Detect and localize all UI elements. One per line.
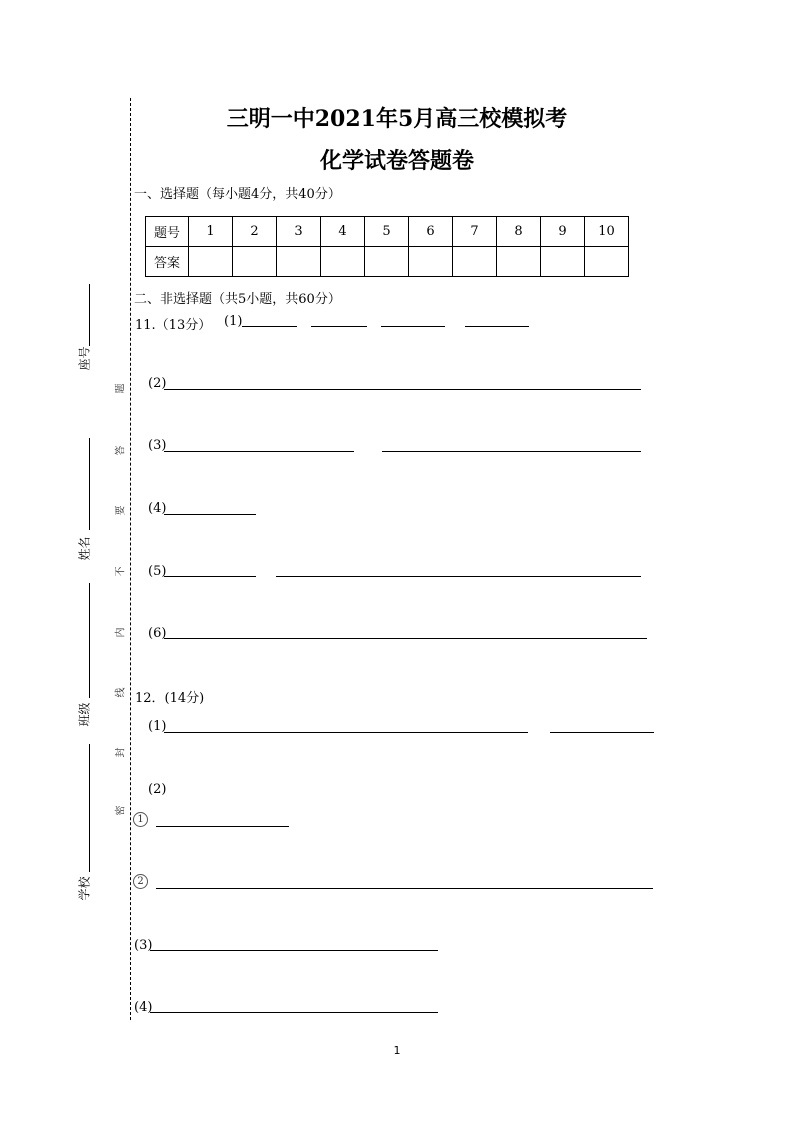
exam-subtitle: 化学试卷答题卷 — [319, 148, 474, 174]
question-number: 1 — [189, 217, 233, 247]
q12-1-blank-a[interactable] — [164, 732, 528, 733]
seal-char-3: 要 — [115, 505, 127, 516]
question-number: 8 — [497, 217, 541, 247]
section1-heading: 一、选择题（每小题4分，共40分） — [134, 187, 341, 202]
school-label: 学校 — [77, 876, 92, 901]
q12-2-sub2-blank[interactable] — [156, 888, 653, 889]
q11-1-blank-b[interactable] — [311, 326, 367, 327]
seal-char-2: 答 — [115, 445, 127, 456]
q11-3-blank-a[interactable] — [164, 451, 354, 452]
exam-title: 三明一中2021年5月高三校模拟考 — [226, 106, 568, 132]
q11-part1-label: (1) — [224, 314, 243, 329]
question-number: 4 — [321, 217, 365, 247]
question-number: 3 — [277, 217, 321, 247]
q12-2-sub2-marker: 2 — [133, 874, 148, 889]
q11-2-blank[interactable] — [164, 389, 641, 390]
question-number: 6 — [409, 217, 453, 247]
q11-part2-label: (2) — [148, 376, 167, 391]
seal-char-5: 内 — [115, 627, 127, 638]
q12-part4-label: (4) — [134, 1000, 153, 1015]
q12-part1-label: (1) — [148, 719, 167, 734]
q12-1-blank-b[interactable] — [550, 732, 654, 733]
seal-char-6: 线 — [115, 687, 127, 698]
school-field-line[interactable] — [89, 744, 90, 872]
q12-3-blank[interactable] — [150, 950, 438, 951]
answer-cell[interactable] — [541, 247, 585, 277]
q12-2-sub1-blank[interactable] — [156, 826, 289, 827]
q11-5-blank-a[interactable] — [164, 576, 256, 577]
q11-5-blank-b[interactable] — [276, 576, 641, 577]
table-row — [146, 217, 629, 247]
class-field-line[interactable] — [89, 583, 90, 698]
q11-part5-label: (5) — [148, 564, 167, 579]
q12-label: 12．(14分) — [135, 691, 205, 706]
seat-field-line[interactable] — [89, 284, 90, 346]
row-label-answer: 答案 — [146, 247, 189, 277]
answer-cell[interactable] — [233, 247, 277, 277]
q11-6-blank[interactable] — [164, 638, 647, 639]
q11-label: 11.（13分） — [135, 318, 212, 333]
q12-part2-label: (2) — [148, 782, 167, 797]
binding-dashed-line — [130, 98, 131, 1020]
answer-grid — [145, 216, 629, 277]
q11-1-blank-d[interactable] — [465, 326, 529, 327]
question-number: 10 — [585, 217, 629, 247]
page-number: 1 — [393, 1044, 401, 1057]
answer-cell[interactable] — [277, 247, 321, 277]
answer-cell[interactable] — [453, 247, 497, 277]
answer-cell[interactable] — [321, 247, 365, 277]
answer-cell[interactable] — [189, 247, 233, 277]
answer-cell[interactable] — [585, 247, 629, 277]
answer-cell[interactable] — [365, 247, 409, 277]
section2-heading: 二、非选择题（共5小题，共60分） — [134, 292, 341, 307]
seal-char-1: 题 — [115, 383, 127, 394]
question-number: 5 — [365, 217, 409, 247]
q11-part4-label: (4) — [148, 501, 167, 516]
question-number: 9 — [541, 217, 585, 247]
answer-cell[interactable] — [409, 247, 453, 277]
name-field-line[interactable] — [89, 438, 90, 530]
q11-1-blank-c[interactable] — [381, 326, 445, 327]
row-label-number: 题号 — [146, 217, 189, 247]
name-label: 姓名 — [77, 536, 92, 561]
question-number: 7 — [453, 217, 497, 247]
q11-4-blank[interactable] — [164, 514, 256, 515]
q11-part6-label: (6) — [148, 626, 167, 641]
answer-cell[interactable] — [497, 247, 541, 277]
seal-char-8: 密 — [115, 805, 127, 816]
seat-label: 座号 — [77, 346, 92, 371]
q11-3-blank-b[interactable] — [382, 451, 641, 452]
q12-part3-label: (3) — [134, 938, 153, 953]
class-label: 班级 — [77, 702, 92, 727]
q11-1-blank-a[interactable] — [242, 326, 297, 327]
q12-4-blank[interactable] — [150, 1012, 438, 1013]
seal-char-4: 不 — [115, 566, 127, 577]
q11-part3-label: (3) — [148, 438, 167, 453]
q12-2-sub1-marker: 1 — [133, 812, 148, 827]
table-row — [146, 247, 629, 277]
question-number: 2 — [233, 217, 277, 247]
seal-char-7: 封 — [115, 747, 127, 758]
